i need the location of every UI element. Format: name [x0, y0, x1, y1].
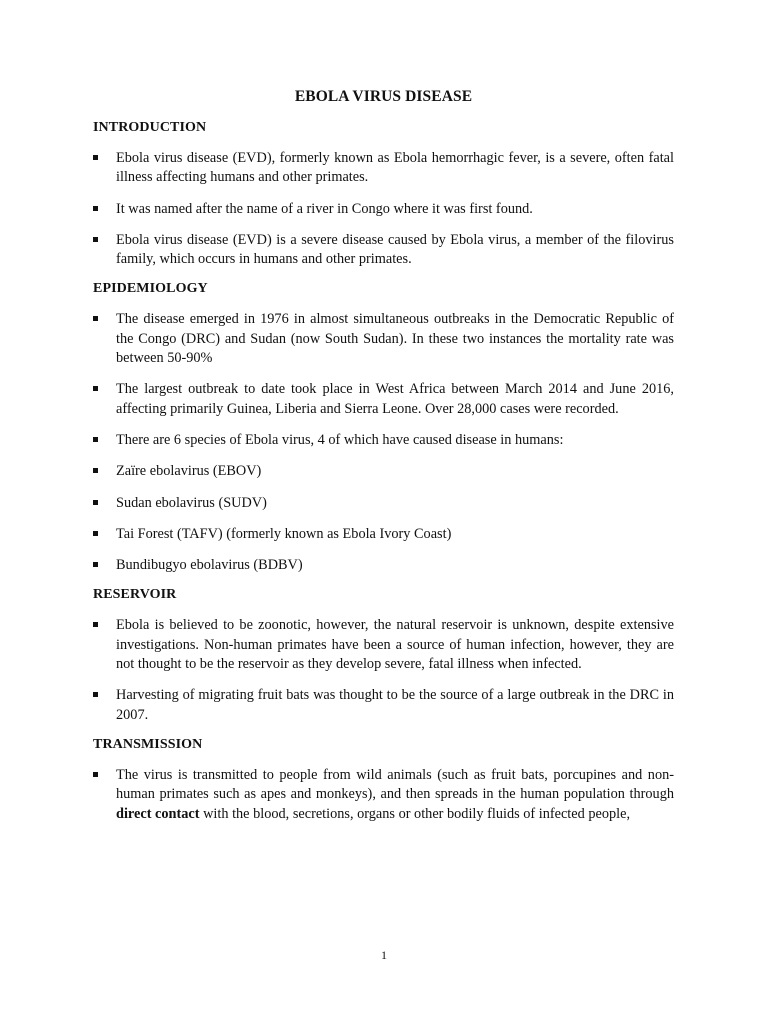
bullet-icon: [93, 531, 98, 536]
list-item: [93, 494, 674, 513]
bullet-icon: [93, 316, 98, 321]
list-item-text-after: with the blood, secretions, organs or other bodily fluids of infected people,: [199, 805, 631, 822]
list-item: [93, 462, 674, 481]
section-heading-transmission: TRANSMISSION: [93, 736, 203, 752]
list-item-text: Zaïre ebolavirus (EBOV): [116, 463, 262, 480]
list-item-text: Bundibugyo ebolavirus (BDBV): [116, 557, 303, 574]
list-item-text: Tai Forest (TAFV) (formerly known as Ebola Ivory Coast): [116, 525, 452, 542]
page-number: 1: [381, 948, 387, 962]
bullet-icon: [93, 622, 98, 627]
list-item: [93, 686, 674, 725]
list-item: [93, 525, 674, 544]
transmission-list: [93, 766, 674, 824]
list-item-text: The largest outbreak to date took place in West Africa between March 2014 and June 2016, affecting primarily Guinea, Liberia and Sierra Leone. Over 28,000 cases were recorded.: [116, 381, 674, 417]
bullet-icon: [93, 237, 98, 242]
reservoir-list: [93, 616, 674, 724]
emphasis-direct-contact: direct contact: [116, 805, 200, 822]
list-item-text: Ebola virus disease (EVD), formerly known as Ebola hemorrhagic fever, is a severe, often fatal illness affecting humans and other primates.: [116, 150, 674, 186]
list-item: [93, 310, 674, 368]
bullet-icon: [93, 692, 98, 697]
bullet-icon: [93, 772, 98, 777]
bullet-icon: [93, 386, 98, 391]
list-item: [93, 380, 674, 419]
list-item: [93, 231, 674, 270]
section-heading-epidemiology: EPIDEMIOLOGY: [93, 281, 208, 297]
list-item-text: Sudan ebolavirus (SUDV): [116, 494, 267, 511]
epidemiology-list: [93, 310, 674, 575]
list-item: [93, 200, 674, 219]
bullet-icon: [93, 500, 98, 505]
document-body: [93, 88, 674, 836]
list-item-text: Ebola virus disease (EVD) is a severe disease caused by Ebola virus, a member of the filovirus family, which occurs in humans and other primates.: [116, 231, 674, 268]
document-title: EBOLA VIRUS DISEASE: [294, 88, 473, 105]
bullet-icon: [93, 562, 98, 567]
list-item-text: It was named after the name of a river in Congo where it was first found.: [116, 200, 533, 217]
list-item: [93, 766, 674, 824]
section-heading-introduction: INTRODUCTION: [93, 120, 207, 135]
bullet-icon: [93, 437, 98, 442]
list-item: [93, 556, 674, 575]
bullet-icon: [93, 155, 98, 160]
list-item-text: The disease emerged in 1976 in almost simultaneous outbreaks in the Democratic Republic of the Congo (DRC) and Sudan (now South Sudan). In these two instances the mortality rate was between 50-90%: [116, 311, 674, 367]
list-item: [93, 149, 674, 188]
bullet-icon: [93, 206, 98, 211]
section-heading-reservoir: RESERVOIR: [93, 587, 177, 603]
bullet-icon: [93, 468, 98, 473]
list-item-text: There are 6 species of Ebola virus, 4 of which have caused disease in humans:: [116, 431, 564, 448]
list-item-text: Ebola is believed to be zoonotic, however, the natural reservoir is unknown, despite extensive investigations. Non-human primates have been a source of human infection, however, they are not thought to be the reservoir as they develop severe, fatal illness when infected.: [116, 617, 674, 673]
list-item: [93, 431, 674, 450]
list-item-text-before: The virus is transmitted to people from wild animals (such as fruit bats, porcupines and non-human primates such as apes and monkeys), and then spreads in the human population through: [116, 766, 674, 803]
introduction-list: [93, 149, 674, 269]
list-item: [93, 616, 674, 674]
list-item-text: Harvesting of migrating fruit bats was thought to be the source of a large outbreak in the DRC in 2007.: [116, 687, 674, 723]
